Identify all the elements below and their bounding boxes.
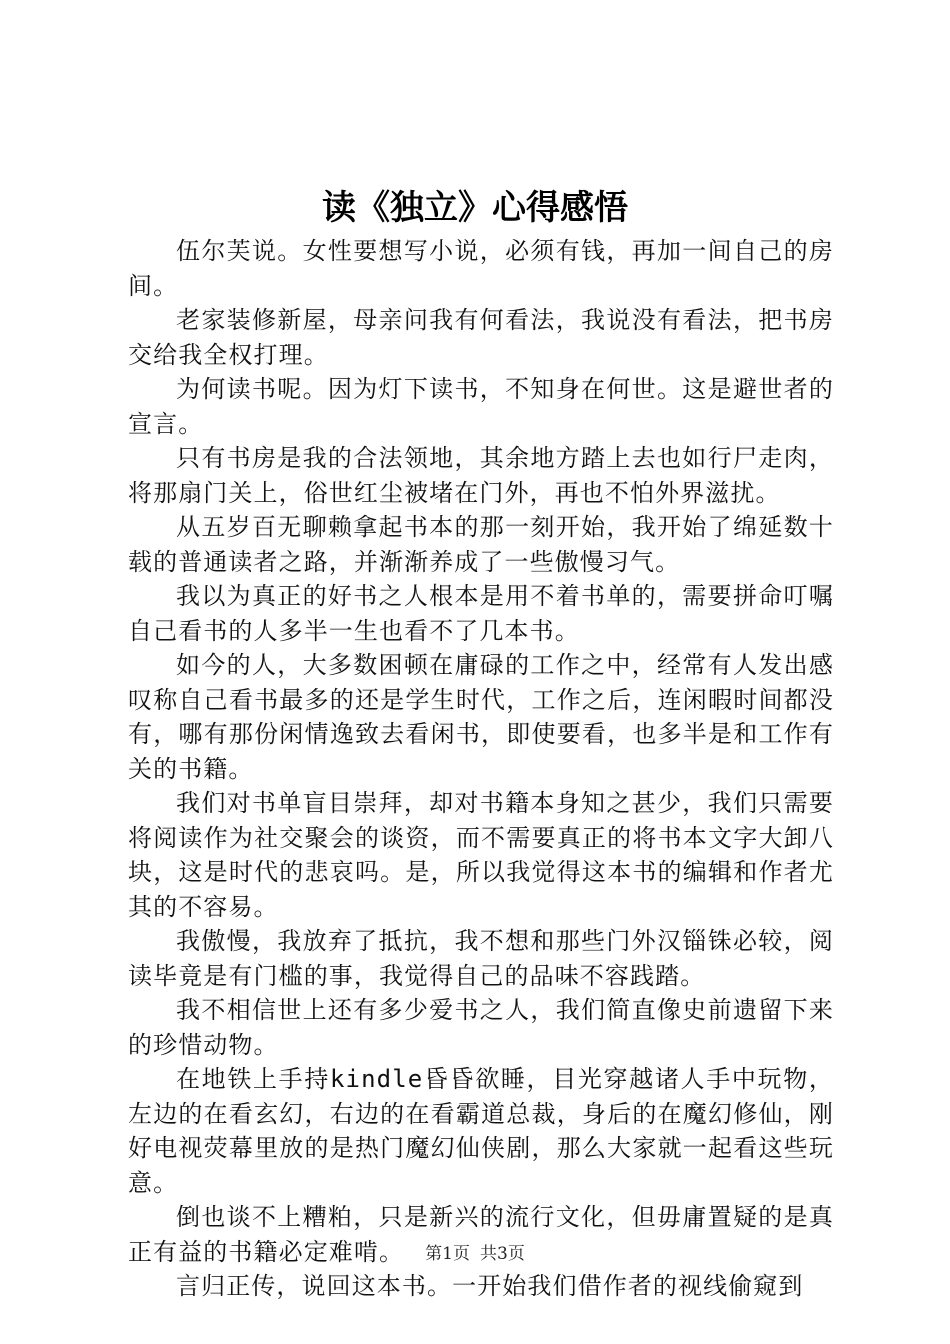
paragraph: 我以为真正的好书之人根本是用不着书单的，需要拼命叮嘱自己看书的人多半一生也看不了几本书。 <box>128 582 834 645</box>
document-title: 读《独立》心得感悟 <box>322 188 628 228</box>
paragraph: 我们对书单盲目崇拜，却对书籍本身知之甚少，我们只需要将阅读作为社交聚会的谈资，而不需要真正的将书本文字大卸八块，这是时代的悲哀吗。是，所以我觉得这本书的编辑和作者尤其的不容易。 <box>128 789 834 921</box>
page-number: 第1页 <box>425 1244 470 1264</box>
paragraph: 如今的人，大多数困顿在庸碌的工作之中，经常有人发出感叹称自己看书最多的还是学生时代，工作之后，连闲暇时间都没有，哪有那份闲情逸致去看闲书，即使要看，也多半是和工作有关的书籍。 <box>128 651 834 783</box>
paragraph: 只有书房是我的合法领地，其余地方踏上去也如行尸走肉，将那扇门关上，俗世红尘被堵在门外，再也不怕外界滋扰。 <box>128 444 834 507</box>
paragraph: 从五岁百无聊赖拿起书本的那一刻开始，我开始了绵延数十载的普通读者之路，并渐渐养成了一些傲慢习气。 <box>128 513 834 576</box>
page-total: 共3页 <box>480 1244 525 1264</box>
paragraph: 伍尔芙说。女性要想写小说，必须有钱，再加一间自己的房间。 <box>128 237 834 300</box>
document-body <box>128 234 834 1304</box>
paragraph: 在地铁上手持kindle昏昏欲睡，目光穿越诸人手中玩物，左边的在看玄幻，右边的在看霸道总裁，身后的在魔幻修仙，刚好电视荧幕里放的是热门魔幻仙侠剧，那么大家就一起看这些玩意。 <box>128 1065 834 1197</box>
page-footer <box>0 1242 950 1266</box>
paragraph: 言归正传，说回这本书。一开始我们借作者的视线偷窥到 <box>176 1272 804 1300</box>
paragraph: 为何读书呢。因为灯下读书，不知身在何世。这是避世者的宣言。 <box>128 375 834 438</box>
paragraph: 老家装修新屋，母亲问我有何看法，我说没有看法，把书房交给我全权打理。 <box>128 306 834 369</box>
paragraph: 我傲慢，我放弃了抵抗，我不想和那些门外汉锱铢必较，阅读毕竟是有门槛的事，我觉得自己的品味不容践踏。 <box>128 927 834 990</box>
paragraph: 我不相信世上还有多少爱书之人，我们简直像史前遗留下来的珍惜动物。 <box>128 996 834 1059</box>
paragraph: 倒也谈不上糟粕，只是新兴的流行文化，但毋庸置疑的是真正有益的书籍必定难啃。 <box>128 1203 834 1266</box>
